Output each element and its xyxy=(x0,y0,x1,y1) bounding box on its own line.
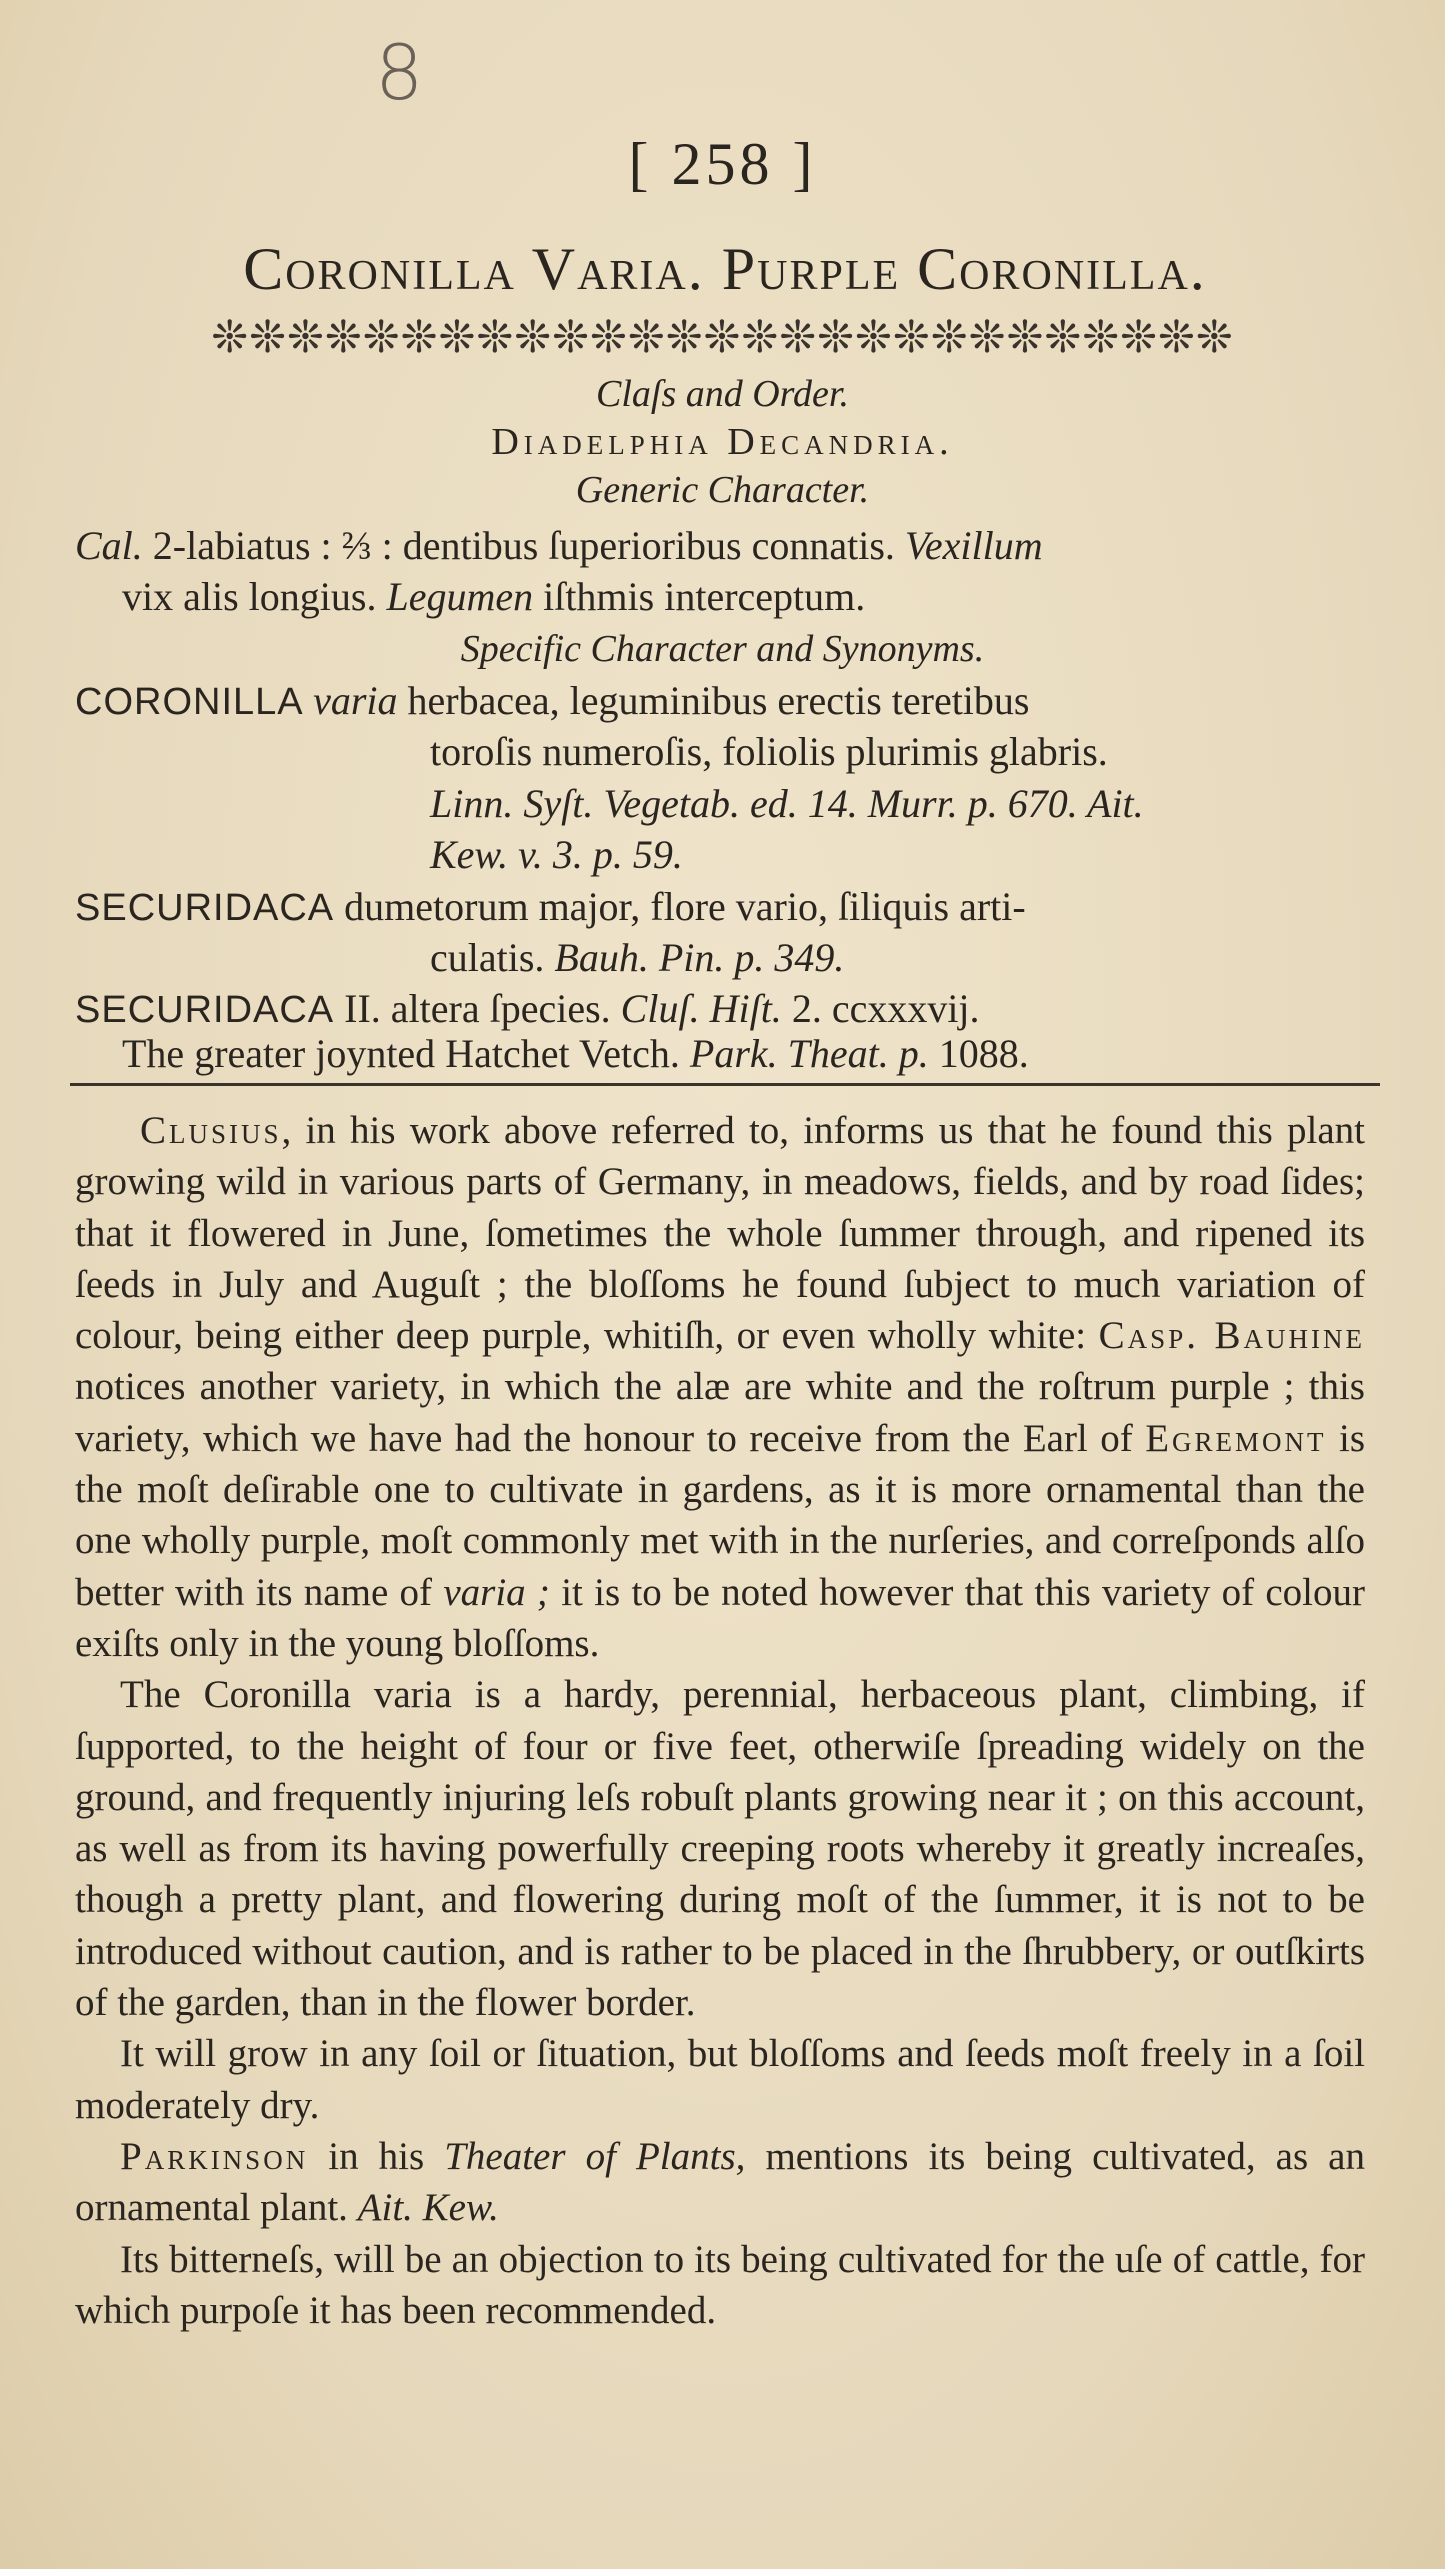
generic-character-line-1: Cal. 2-labiatus : ⅔ : dentibus ſuperioribus connatis. Vexillum xyxy=(75,523,1043,568)
synonym-coronilla-line-4: Kew. v. 3. p. 59. xyxy=(430,832,683,877)
page-number: [ 258 ] xyxy=(628,131,817,197)
handwritten-page-mark: 8 xyxy=(375,28,424,117)
generic-character-line-2: vix alis longius. Legumen iſthmis interceptum. xyxy=(122,574,866,619)
calyx-term: Cal. xyxy=(75,523,143,568)
body-text xyxy=(75,1105,1365,2336)
generic-character-heading: Generic Character. xyxy=(575,469,870,511)
horizontal-rule xyxy=(70,1083,1380,1086)
paragraph-3: It will grow in any ſoil or ſituation, but bloſſoms and ſeeds moſt freely in a ſoil moderately dry. xyxy=(75,2032,1365,2127)
class-order: Diadelphia Decandria. xyxy=(491,421,954,463)
synonym-securidaca-2-line-1: SECURIDACA II. altera ſpecies. Cluſ. Hiſt. 2. ccxxxvij. xyxy=(75,986,980,1031)
synonym-securidaca-2-line-2: The greater joynted Hatchet Vetch. Park. Theat. p. 1088. xyxy=(122,1031,1029,1076)
paragraph-1: Clusius, in his work above referred to, informs us that he found this plant growing wild in various parts of Germany, in meadows, fields, and by road ſides; that it flowered in June, ſometimes the whole ſummer through, and ripened its ſeeds in July and Auguſt ; the bloſſoms he found ſubject to much variation of colour, being either deep purple, whitiſh, or even wholly white: Casp. Bauhine notices another variety, in which the alæ are white and the roſtrum purple ; this variety, which we have had the honour to receive from the Earl of Egremont is the moſt deſirable one to cultivate in gardens, as it is more ornamental than the one wholly purple, moſt commonly met with in the nurſeries, and correſponds alſo better with its name of varia ; it is to be noted however that this variety of colour exiſts only in the young bloſſoms. xyxy=(75,1109,1366,1665)
specific-character-heading: Specific Character and Synonyms. xyxy=(460,628,985,670)
paragraph-4: Parkinson in his Theater of Plants, mentions its being cultivated, as an ornamental plant. Ait. Kew. xyxy=(75,2134,1365,2230)
page-title: Coronilla Varia. Purple Coronilla. xyxy=(243,236,1207,302)
synonym-coronilla-line-3: Linn. Syſt. Vegetab. ed. 14. Murr. p. 670. Ait. xyxy=(430,781,1144,826)
synonym-coronilla-line-1: CORONILLA varia herbacea, leguminibus erectis teretibus xyxy=(75,678,1030,723)
synonym-coronilla-line-2: toroſis numeroſis, foliolis plurimis glabris. xyxy=(430,729,1108,774)
synonym-securidaca-1-line-1: SECURIDACA dumetorum major, flore vario, ſiliquis arti- xyxy=(75,884,1026,929)
class-order-heading: Claſs and Order. xyxy=(595,373,849,415)
paragraph-2: The Coronilla varia is a hardy, perennial, herbaceous plant, climbing, if ſupported, to the height of four or five feet, otherwiſe ſpreading widely on the ground, and frequently injuring leſs robuſt plants growing near it ; on this account, as well as from its having powerfully creeping roots whereby it greatly increaſes, though a pretty plant, and flowering during moſt of the ſummer, it is not to be introduced without caution, and is rather to be placed in the ſhrubbery, or outſkirts of the garden, than in the flower border. xyxy=(75,1673,1365,2025)
paragraph-5: Its bitterneſs, will be an objection to its being cultivated for the uſe of cattle, for which purpoſe it has been recommended. xyxy=(75,2237,1365,2332)
ornament-divider: ❊❊❊❊❊❊❊❊❊❊❊❊❊❊❊❊❊❊❊❊❊❊❊❊❊❊❊ xyxy=(211,313,1234,362)
fraction: ⅔ xyxy=(341,523,372,568)
synonym-securidaca-1-line-2: culatis. Bauh. Pin. p. 349. xyxy=(430,935,845,980)
